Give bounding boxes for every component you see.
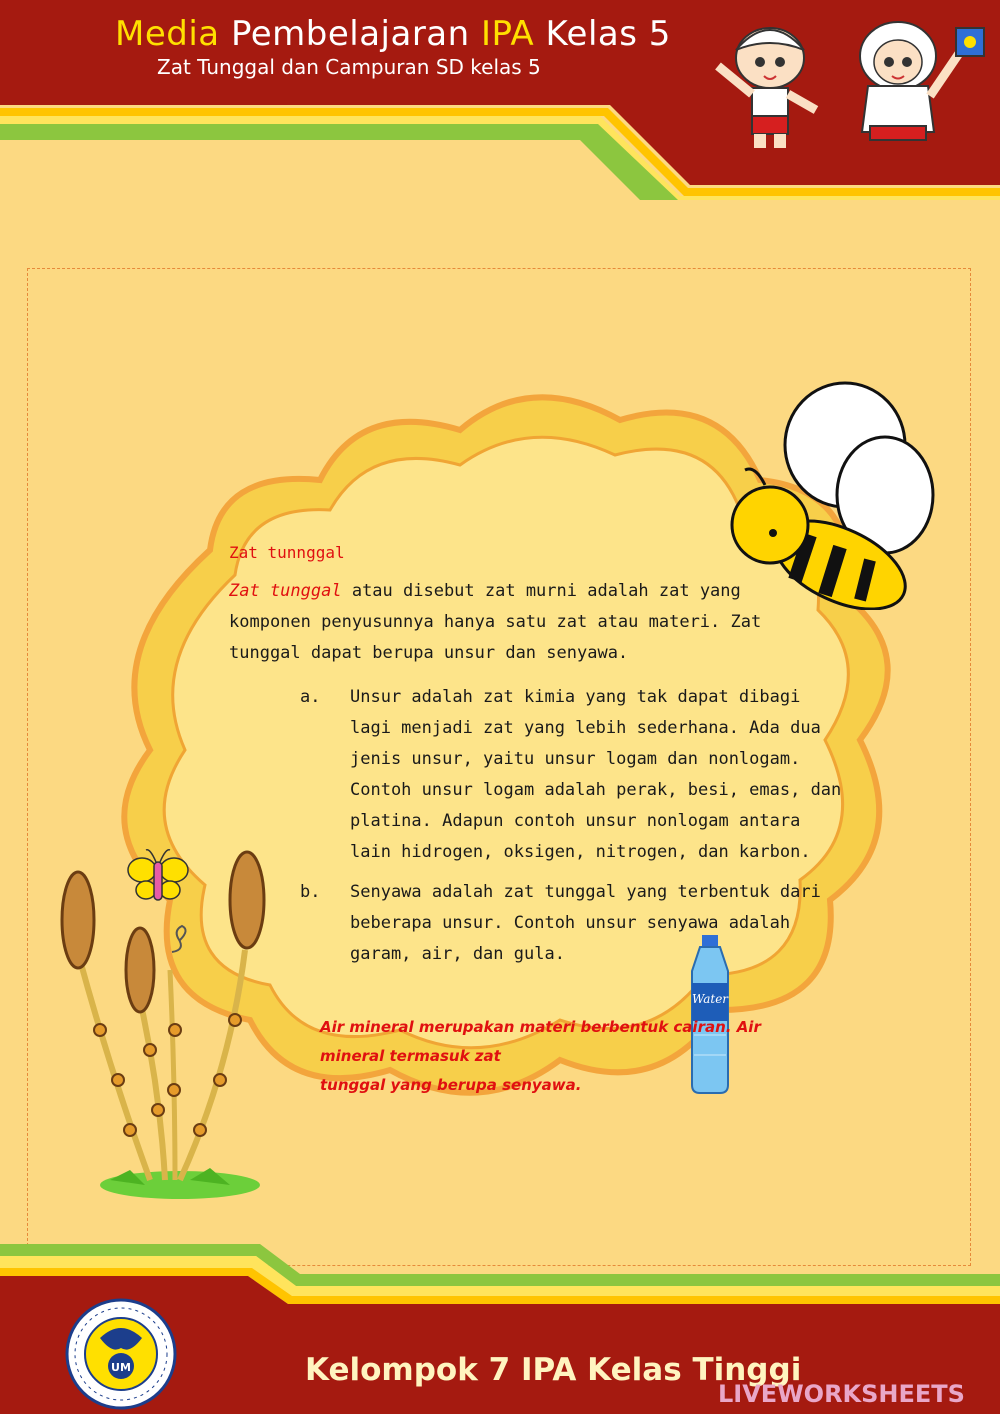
title-word-pembelajaran: Pembelajaran	[230, 14, 470, 54]
note-text	[320, 1013, 800, 1100]
intro-highlight: Zat tunggal	[229, 581, 342, 601]
intro-paragraph	[229, 576, 829, 669]
note-line: tunggal yang berupa senyawa.	[320, 1076, 582, 1094]
note-line: Air mineral merupakan materi berbentuk cairan. Air	[320, 1018, 761, 1036]
footer-group-name: Kelompok 7 IPA Kelas Tinggi	[305, 1352, 802, 1388]
intro-text: atau disebut zat murni adalah zat yang komponen penyusunnya hanya satu zat atau materi. Zat tunggal dapat berupa unsur dan senyawa.	[229, 581, 762, 663]
page-title	[115, 14, 671, 54]
list-marker: b.	[300, 882, 321, 902]
note-line: mineral termasuk zat	[320, 1047, 501, 1065]
cattail-plant	[50, 840, 290, 1210]
list-item	[300, 682, 845, 868]
list-item-text: Senyawa adalah zat tunggal yang terbentuk dari beberapa unsur. Contoh unsur senyawa adalah garam, air, dan gula.	[350, 882, 821, 964]
page-subtitle: Zat Tunggal dan Campuran SD kelas 5	[157, 55, 541, 79]
bee-icon	[725, 375, 940, 610]
title-word-ipa: IPA	[481, 14, 535, 54]
kids-illustration	[708, 6, 998, 156]
bottle-label: Water	[691, 992, 729, 1006]
university-logo	[60, 1298, 182, 1410]
svg-text:UM: UM	[111, 1361, 131, 1374]
title-word-media: Media	[115, 14, 220, 54]
list-item	[300, 877, 845, 970]
title-word-kelas: Kelas 5	[545, 14, 671, 54]
section-heading: Zat tunnggal	[229, 543, 345, 562]
list-marker: a.	[300, 687, 321, 707]
butterfly-icon	[128, 850, 188, 900]
watermark: LIVEWORKSHEETS	[718, 1380, 965, 1408]
list-item-text: Unsur adalah zat kimia yang tak dapat dibagi lagi menjadi zat yang lebih sederhana. Ada dua jenis unsur, yaitu unsur logam dan nonlogam. Contoh unsur logam adalah perak, besi, emas, dan platina. Adapun contoh unsur nonlogam antara lain hidrogen, oksigen, nitrogen, dan karbon.	[350, 687, 842, 862]
